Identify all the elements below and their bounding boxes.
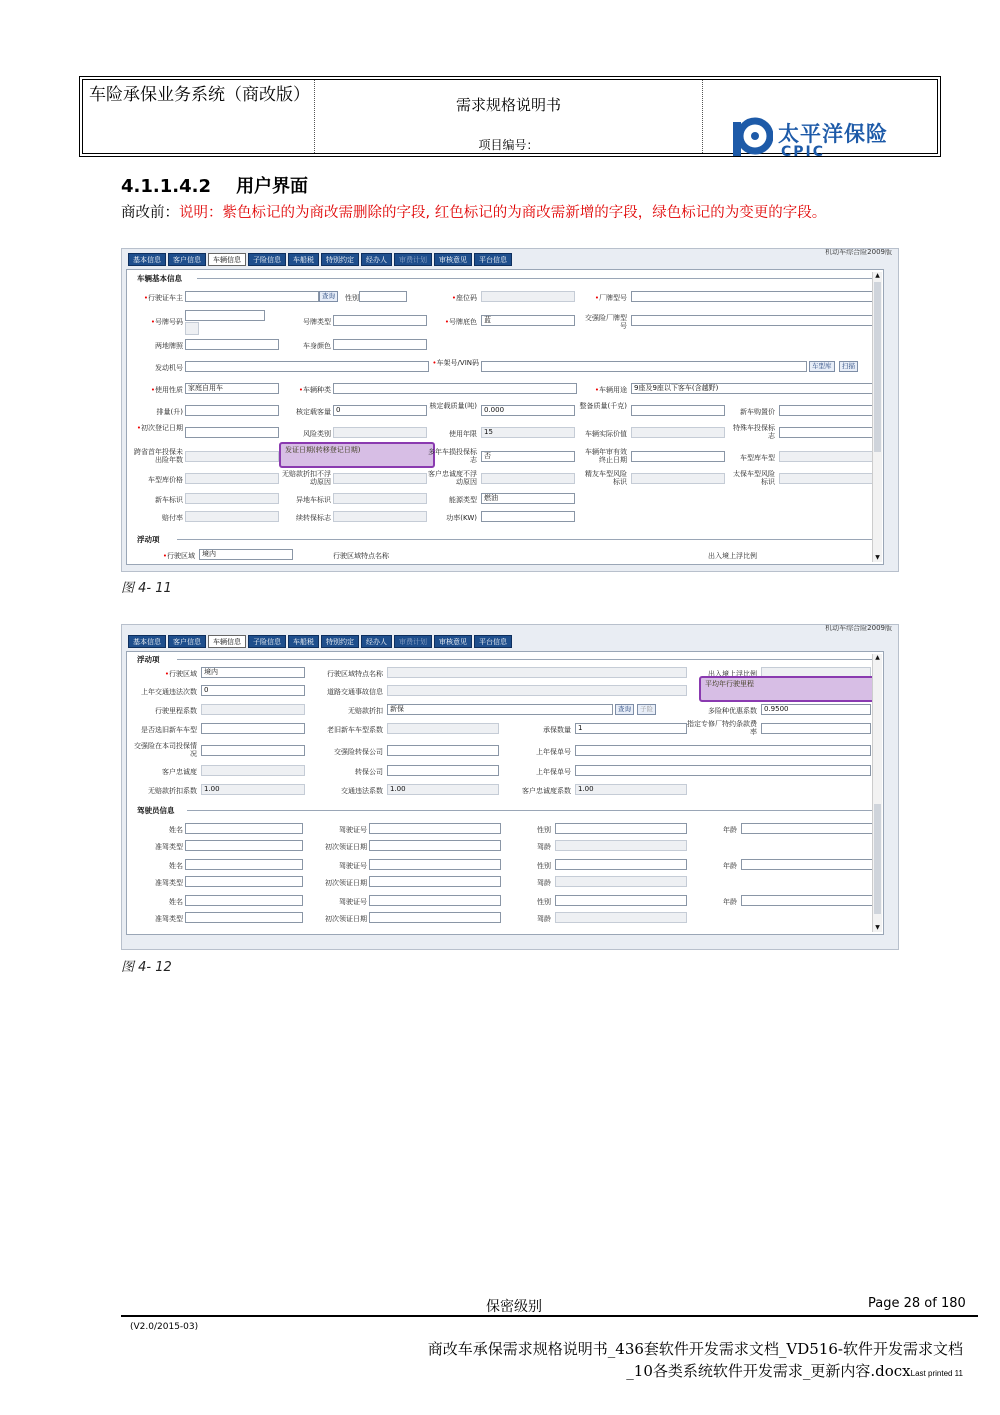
label-lic-type: 准驾类型: [155, 843, 183, 851]
valid-end-input[interactable]: [631, 451, 725, 462]
new-flag-input[interactable]: [185, 493, 279, 504]
no-claim-input[interactable]: [333, 473, 427, 484]
file-name-line-2: _10各类系统软件开发需求_更新内容.docxLast printed 11: [626, 1362, 963, 1380]
label-first-lic: 初次领证日期: [325, 843, 367, 851]
label-region: •行驶区域: [164, 670, 197, 678]
no-claim-coef-input[interactable]: 1.00: [201, 784, 305, 795]
label-cust-loyalty: 客户忠诚度: [162, 768, 197, 776]
label-actual-value: 车辆实际价值: [585, 430, 627, 438]
tab-fee-plan[interactable]: 审费计划: [394, 635, 432, 648]
footer-divider: [121, 1315, 978, 1317]
page-number: Page 28 of 180: [868, 1296, 966, 1311]
risk-cat-input[interactable]: [333, 427, 427, 438]
label-license-no: 驾驶证号: [339, 826, 367, 834]
plate-checkbox[interactable]: [185, 322, 199, 335]
label-gender: 性别: [345, 294, 359, 302]
driver-driving-age-input[interactable]: [555, 876, 687, 887]
last-policy2-input[interactable]: [575, 765, 871, 776]
sub-risk-button[interactable]: 子险: [637, 704, 656, 715]
tab-bar: [128, 253, 514, 267]
label-traffic-coef: 交通违法系数: [341, 787, 383, 795]
label-cust-loyal: 客户忠诚度不浮动原因: [428, 470, 477, 486]
insure-qty-input[interactable]: 1: [575, 723, 687, 734]
cust-loyal-input[interactable]: [481, 473, 575, 484]
deleted-field-highlight: 平均年行驶里程: [699, 676, 881, 702]
label-last-year-claims: 上年交通违法次数: [141, 688, 197, 696]
note-text: 说明：紫色标记的为商改需删除的字段, 红色标记的为商改需新增的字段，绿色标记的为变更的字段。: [179, 205, 827, 221]
multi-year-select[interactable]: 否: [481, 451, 575, 462]
screenshot-vehicle-info: [121, 248, 899, 572]
vehicle-usage-select[interactable]: 9座及9座以下客车(含越野): [631, 383, 873, 394]
tab-bar: [128, 635, 514, 649]
label-mileage-coef: 行驶里程系数: [155, 707, 197, 715]
cust-coef-input[interactable]: 1.00: [575, 784, 687, 795]
first-reg-input[interactable]: [185, 427, 279, 438]
body-color-input[interactable]: [333, 339, 427, 350]
traffic-coef-input[interactable]: 1.00: [387, 784, 499, 795]
comp-transfer-input[interactable]: [387, 745, 499, 756]
vertical-scrollbar[interactable]: [872, 654, 882, 932]
doc-title: 需求规格说明书: [455, 96, 561, 114]
actual-value-input[interactable]: [631, 427, 725, 438]
scroll-thumb[interactable]: [874, 282, 881, 452]
driver-license-input[interactable]: [369, 859, 501, 870]
label-years-used: 使用年限: [449, 430, 477, 438]
driver-name-input[interactable]: [185, 823, 303, 834]
driver-sex-input[interactable]: [555, 859, 687, 870]
section-heading: [121, 172, 308, 198]
divider: [177, 659, 879, 660]
tab-handler[interactable]: 经办人: [361, 253, 392, 266]
document-header: [79, 76, 941, 157]
years-used-input[interactable]: 15: [481, 427, 575, 438]
region-select[interactable]: 境内: [201, 667, 305, 678]
mileage-coef-input[interactable]: [201, 704, 305, 715]
label-pref-risk: 精友车型风险标识: [585, 470, 627, 486]
label-region-name: 行驶区域特点名称: [327, 670, 383, 678]
engine-no-input[interactable]: [185, 361, 429, 372]
label-vehicle-kind: •车辆种类: [298, 386, 331, 394]
label-first-lic: 初次领证日期: [325, 915, 367, 923]
figure-caption-2: 图 4- 12: [121, 960, 172, 975]
label-cross-prov: 跨省首年投保未出险年数: [134, 448, 183, 464]
label-transfer-co: 转保公司: [355, 768, 383, 776]
tab-vessel-tax[interactable]: 车船税: [288, 635, 319, 648]
vehicle-kind-select[interactable]: [333, 383, 577, 394]
plate-no-input[interactable]: [185, 310, 265, 321]
scan-button[interactable]: 扫描: [839, 361, 858, 372]
logo-text-en: CPIC: [781, 144, 826, 156]
driver-license-input[interactable]: [369, 895, 501, 906]
tab-platform-info[interactable]: 平台信息: [474, 253, 512, 266]
scroll-down-icon[interactable]: ▼: [875, 924, 880, 931]
vin-input[interactable]: [481, 361, 807, 372]
label-age: 年龄: [723, 862, 737, 870]
label-no-claim-coef: 无赔款折扣系数: [148, 787, 197, 795]
old-new-coef-input[interactable]: [387, 723, 499, 734]
driver-driving-age-input[interactable]: [555, 912, 687, 923]
label-model-lib: 车型库车型: [740, 454, 775, 462]
scroll-thumb[interactable]: [874, 804, 881, 914]
label-body-color: 车身颜色: [303, 342, 331, 350]
driver-lic-type-select[interactable]: [185, 840, 303, 851]
label-pref-risk2: 太保车型风险标识: [733, 470, 775, 486]
label-pay-rate: 赔付率: [162, 514, 183, 522]
label-name: 姓名: [169, 898, 183, 906]
label-name: 姓名: [169, 826, 183, 834]
label-foreign-plate: 两地牌照: [155, 342, 183, 350]
tab-handler[interactable]: 经办人: [361, 635, 392, 648]
label-use-nature: •使用性质: [150, 386, 183, 394]
scroll-up-icon[interactable]: ▲: [875, 272, 880, 279]
group-float: 浮动项: [137, 655, 160, 664]
label-special-flag: 特殊车投保标志: [733, 424, 775, 440]
label-power: 功率(KW): [446, 514, 477, 522]
pay-rate-input[interactable]: [185, 511, 279, 522]
road-accident-input[interactable]: [387, 685, 687, 696]
label-age: 年龄: [723, 898, 737, 906]
version-label: (V2.0/2015-03): [130, 1322, 199, 1332]
last-year-claims-input[interactable]: 0: [201, 685, 305, 696]
energy-type-select[interactable]: 燃油: [481, 493, 575, 504]
tab-review-opinion[interactable]: 审核意见: [434, 635, 472, 648]
system-title: 车险承保业务系统（商改版）: [83, 80, 315, 153]
label-renew-flag: 续转保标志: [296, 514, 331, 522]
label-vin: •车架号/VIN码: [432, 359, 479, 367]
group-driver: 驾驶员信息: [137, 806, 175, 815]
label-displacement: 排量(升): [156, 408, 183, 416]
screenshot-float-driver: [121, 624, 899, 950]
label-agreed-rate: 指定专修厂特约条款费率: [687, 720, 757, 736]
label-last-policy2: 上年保单号: [536, 768, 571, 776]
label-compulsory: 交强险在本司投保情况: [134, 742, 197, 758]
group-float: 浮动项: [137, 535, 160, 544]
tab-basic-info[interactable]: 基本信息: [128, 635, 166, 648]
plate-type-select[interactable]: [333, 315, 427, 326]
tab-basic-info[interactable]: 基本信息: [128, 253, 166, 266]
label-lic-type: 准驾类型: [155, 879, 183, 887]
no-claim-discount-input[interactable]: 新保: [387, 704, 613, 715]
driver-age-input[interactable]: [741, 895, 873, 906]
label-road-accident: 道路交通事故信息: [327, 688, 383, 696]
displacement-input[interactable]: [185, 405, 279, 416]
multi-coef-input[interactable]: 0.9500: [761, 704, 871, 715]
label-cust-coef: 客户忠诚度系数: [522, 787, 571, 795]
label-age: 年龄: [723, 826, 737, 834]
license-owner-input[interactable]: [185, 291, 319, 302]
factory-model-input[interactable]: [631, 291, 873, 302]
label-plate-no: •号牌号码: [150, 318, 183, 326]
pref-risk-input[interactable]: [631, 473, 725, 484]
driver-name-input[interactable]: [185, 895, 303, 906]
label-new-price: 新车购置价: [740, 408, 775, 416]
cust-loyalty-input[interactable]: [201, 765, 305, 776]
tab-sub-risk-info[interactable]: 子险信息: [248, 253, 286, 266]
label-comp-transfer: 交强险转保公司: [334, 748, 383, 756]
power-input[interactable]: [481, 511, 575, 522]
agreed-rate-input[interactable]: [761, 723, 871, 734]
label-insure-qty: 承保数量: [543, 726, 571, 734]
label-engine-no: 发动机号: [155, 364, 183, 372]
transfer-co-input[interactable]: [387, 765, 499, 776]
driver-sex-input[interactable]: [555, 823, 687, 834]
label-valid-end: 车辆年审有效终止日期: [585, 448, 627, 464]
tab-vehicle-info[interactable]: 车辆信息: [208, 635, 246, 648]
label-out-ratio: 出入境上浮比例: [708, 552, 757, 560]
cross-prov-input[interactable]: [185, 451, 279, 462]
divider: [187, 810, 879, 811]
label-license-no: 驾驶证号: [339, 898, 367, 906]
confidentiality-label: 保密级别: [486, 1299, 542, 1315]
driver-sex-input[interactable]: [555, 895, 687, 906]
tab-sub-risk-info[interactable]: 子险信息: [248, 635, 286, 648]
car-model-lib-button[interactable]: 车型库: [809, 361, 835, 372]
label-insure-model: 交强险厂牌型号: [585, 314, 627, 330]
tab-vehicle-info[interactable]: 车辆信息: [208, 253, 246, 266]
driver-name-input[interactable]: [185, 859, 303, 870]
logo-cell: [703, 80, 937, 156]
label-rated-load: 核定载客量: [296, 408, 331, 416]
tab-fee-plan[interactable]: 审费计划: [394, 253, 432, 266]
label-license-no: 驾驶证号: [339, 862, 367, 870]
label-tonnage-code: •座位码: [451, 294, 477, 302]
tab-customer-info[interactable]: 客户信息: [168, 635, 206, 648]
label-risk-cat: 风险类别: [303, 430, 331, 438]
label-plate-color: •号牌底色: [444, 318, 477, 326]
label-old-new-coef: 老旧新车车型系数: [327, 726, 383, 734]
label-license-owner: •行驶证车主: [143, 294, 183, 302]
vehicle-form-panel: [126, 269, 884, 565]
label-curb-weight: 整备质量(千克): [579, 402, 627, 410]
section-number: 4.1.1.4.2: [121, 176, 211, 197]
label-name: 姓名: [169, 862, 183, 870]
label-model-price: 车型库价格: [148, 476, 183, 484]
tab-platform-info[interactable]: 平台信息: [474, 635, 512, 648]
tonnage-code-input[interactable]: [481, 291, 575, 302]
rated-mass-input[interactable]: 0.000: [481, 405, 575, 416]
driver-license-input[interactable]: [369, 823, 501, 834]
tab-special-agreement[interactable]: 特别约定: [321, 253, 359, 266]
scroll-down-icon[interactable]: ▼: [875, 554, 880, 561]
driver-first-lic-input[interactable]: [369, 912, 501, 923]
label-multi-year: 多年车损投保标志: [428, 448, 477, 464]
driver-age-input[interactable]: [741, 823, 873, 834]
deleted-field-highlight: 发证日期(转移登记日期): [279, 442, 435, 468]
scroll-up-icon[interactable]: ▲: [875, 654, 880, 661]
model-lib-input[interactable]: [779, 451, 873, 462]
note-prefix: 商改前：: [121, 205, 179, 221]
label-out-ratio: 出入境上浮比例: [708, 670, 757, 678]
new-price-input[interactable]: [779, 405, 873, 416]
label-energy-type: 能源类型: [449, 496, 477, 504]
figure-caption-1: 图 4- 11: [121, 581, 172, 596]
cpic-logo-icon: [731, 116, 773, 158]
label-lic-type: 准驾类型: [155, 915, 183, 923]
rated-load-input[interactable]: 0: [333, 405, 427, 416]
label-no-claim-discount: 无赔款折扣: [348, 707, 383, 715]
driver-lic-type-select[interactable]: [185, 912, 303, 923]
plate-color-select[interactable]: 蓝: [481, 315, 575, 326]
region-select[interactable]: 境内: [199, 549, 293, 560]
logo-text: 太平洋保险: [778, 122, 888, 146]
new-old-select[interactable]: [201, 723, 305, 734]
region-name-input[interactable]: [387, 667, 687, 678]
label-vehicle-usage: •车辆用途: [594, 386, 627, 394]
tab-review-opinion[interactable]: 审核意见: [434, 253, 472, 266]
driver-first-lic-input[interactable]: [369, 876, 501, 887]
driver-lic-type-select[interactable]: [185, 876, 303, 887]
label-sex: 性别: [537, 862, 551, 870]
project-number: 项目编号：: [478, 138, 539, 152]
label-driving-age: 驾龄: [537, 879, 551, 887]
curb-weight-input[interactable]: [631, 405, 725, 416]
label-sex: 性别: [537, 898, 551, 906]
divider: [197, 278, 879, 279]
product-name: 机动车综合险2009版: [825, 248, 892, 256]
label-rated-mass: 核定载质量(吨): [429, 402, 477, 410]
driver-driving-age-input[interactable]: [555, 840, 687, 851]
label-new-flag: 新车标识: [155, 496, 183, 504]
special-flag-select[interactable]: [779, 427, 873, 438]
driver-first-lic-input[interactable]: [369, 840, 501, 851]
driver-age-input[interactable]: [741, 859, 873, 870]
last-printed: Last printed 11: [910, 1369, 963, 1378]
use-nature-select[interactable]: 家庭自用车: [185, 383, 279, 394]
label-new-old: 是否选旧新车车型: [141, 726, 197, 734]
gender-input[interactable]: [359, 291, 407, 302]
file-name-line-1: 商改车承保需求规格说明书_436套软件开发需求文档_VD516-软件开发需求文档: [427, 1340, 963, 1358]
label-factory-model: •厂牌型号: [594, 294, 627, 302]
label-remote-flag: 异地车标识: [296, 496, 331, 504]
foreign-plate-select[interactable]: [185, 339, 279, 350]
group-vehicle-basic: 车辆基本信息: [137, 274, 182, 283]
tab-vessel-tax[interactable]: 车船税: [288, 253, 319, 266]
float-form-panel: [126, 651, 884, 935]
section-note: [121, 203, 901, 223]
pref-risk2-input[interactable]: [779, 473, 873, 484]
label-no-claim: 无赔款折扣不浮动原因: [282, 470, 331, 486]
label-first-lic: 初次领证日期: [325, 879, 367, 887]
label-region: •行驶区域: [162, 552, 195, 560]
section-title: 用户界面: [236, 176, 309, 197]
label-driving-age: 驾龄: [537, 843, 551, 851]
label-region-name: 行驶区域特点名称: [333, 552, 389, 560]
last-policy-input[interactable]: [575, 745, 871, 756]
model-price-input[interactable]: [185, 473, 279, 484]
tab-customer-info[interactable]: 客户信息: [168, 253, 206, 266]
label-plate-type: 号牌类型: [303, 318, 331, 326]
compulsory-select[interactable]: [201, 745, 305, 756]
insure-model-input[interactable]: [631, 315, 873, 326]
vertical-scrollbar[interactable]: [872, 272, 882, 562]
doc-title-cell: [315, 80, 703, 153]
label-sex: 性别: [537, 826, 551, 834]
renew-flag-input[interactable]: [333, 511, 427, 522]
divider: [177, 539, 879, 540]
label-multi-coef: 多险种优惠系数: [708, 707, 757, 715]
label-driving-age: 驾龄: [537, 915, 551, 923]
query-button[interactable]: 查询: [319, 291, 338, 302]
query-button[interactable]: 查询: [615, 704, 634, 715]
tab-special-agreement[interactable]: 特别约定: [321, 635, 359, 648]
remote-flag-input[interactable]: [333, 493, 427, 504]
file-name: [320, 1338, 963, 1385]
label-first-reg: •初次登记日期: [136, 424, 183, 432]
product-name: 机动车综合险2009版: [825, 624, 892, 632]
label-last-policy: 上年保单号: [536, 748, 571, 756]
